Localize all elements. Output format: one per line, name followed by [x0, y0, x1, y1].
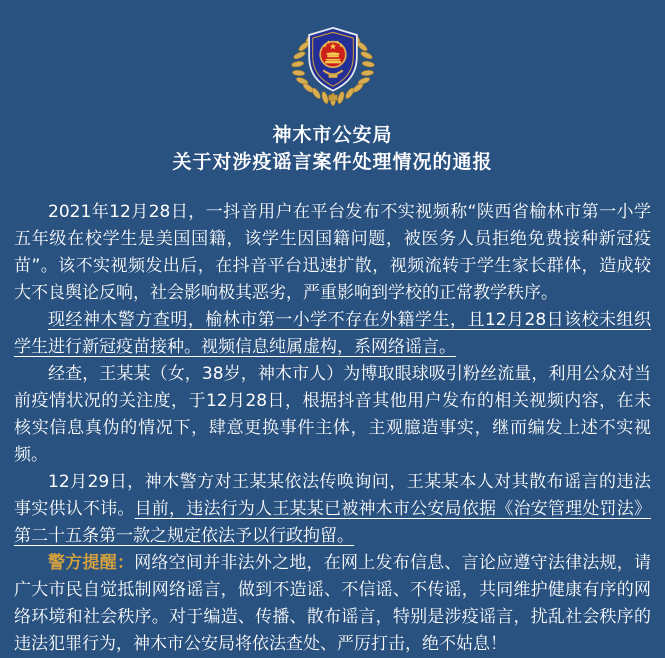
org-name: 神木市公安局	[272, 124, 393, 146]
notice-title: 关于对涉疫谣言案件处理情况的通报	[172, 151, 493, 173]
text-segment: 12月29日，神木警方对王某某依法传唤询问，王某某本人对其散布谣言的违法事实供认不讳。	[14, 472, 651, 519]
notice-page	[0, 18, 665, 654]
wreath-base	[320, 91, 345, 106]
notice-paragraph	[14, 307, 651, 361]
notice-paragraph	[14, 550, 651, 658]
notice-paragraph	[14, 199, 651, 307]
text-segment: 经查，王某某（女，38岁，神木市人）为博取眼球吸引粉丝流量，利用公众对当前疫情状况的关注度，于12月28日，根据抖音其他用户发布的相关视频内容，在未核实信息真伪的情况下，肆意更换事件主体，主观臆造事实，继而编发上述不实视频。	[14, 364, 651, 465]
text-segment: 现经神木警方查明，榆林市第一小学不存在外籍学生，且12月28日该校未组织学生进行新冠疫苗接种。视频信息纯属虚构，系网络谣言。	[14, 310, 651, 357]
notice-paragraph	[14, 469, 651, 550]
badge-container	[0, 18, 665, 112]
header-titles	[0, 122, 665, 176]
text-segment: 目前，违法行为人王某某已被神木市公安局依据《治安管理处罚法》第二十五条第一款之规定依法予以行政拘留。	[14, 499, 652, 546]
text-segment: 网络空间并非法外之地，在网上发布信息、言论应遵守法律法规，请广大市民自觉抵制网络谣言，做到不造谣、不信谣、不传谣，共同维护健康有序的网络环境和社会秩序。对于编造、传播、散布谣言，特别是涉疫谣言，扰乱社会秩序的违法犯罪行为，神木市公安局将依法查处、严厉打击，绝不姑息！	[14, 553, 652, 654]
notice-paragraph	[14, 361, 651, 469]
text-segment: 警方提醒：	[48, 553, 135, 573]
notice-body	[14, 199, 651, 658]
police-badge-icon	[280, 18, 386, 112]
text-segment: 2021年12月28日，一抖音用户在平台发布不实视频称“陕西省榆林市第一小学五年级在校学生是美国国籍，该学生因国籍问题，被医务人员拒绝免费接种新冠疫苗”。该不实视频发出后，在抖音平台迅速扩散，视频流转于学生家长群体，造成较大不良舆论反响，社会影响极其恶劣，严重影响到学校的正常教学秩序。	[14, 202, 651, 303]
